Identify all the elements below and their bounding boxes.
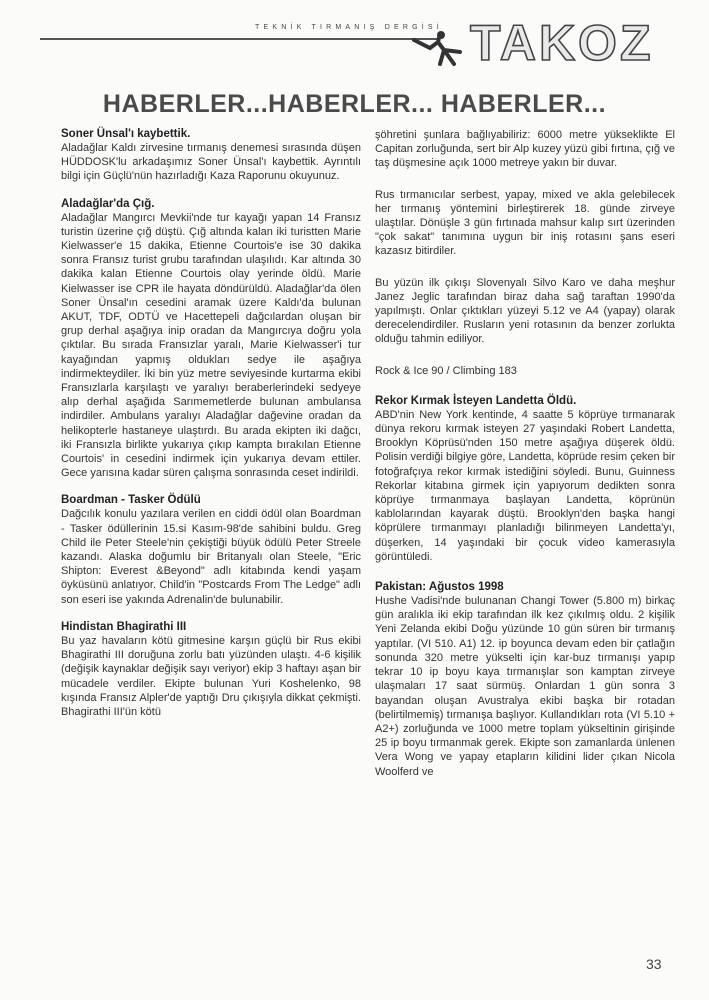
page-number: 33 (646, 956, 662, 972)
article-title: Aladağlar'da Çığ. (61, 197, 155, 210)
news-article (61, 494, 361, 606)
article-body: Dağcılık konulu yazılara verilen en ciddi ödül olan Boardman - Tasker ödüllerinin 15.si Kasım-98'de sahibini buldu. Greg Child ile Peter Steele'nin çekiştiği büyük ödülü Peter Streele kazandı. Alaska doğumlu bir Britanyalı olan Steele, "Eric Shipton: Everest &Beyond" adlı kitabında kendi yaşam öyküsünü anlatıyor. Child'in "Postcards From The Ledge" adlı son eseri ise yakında Adrenalin'de bulunabilir. (61, 508, 361, 606)
news-article (375, 581, 675, 779)
article-body: Aladağlar Kaldı zirvesine tırmanış denemesi sırasında düşen HÜDDOSK'lu arkadaşımız Soner Ünsal'ı kaybettik. Ayrıntılı bilgi için Güçlü'nün hazırladığı Kaza Raporunu okuyunuz. (61, 142, 361, 183)
climber-icon (410, 30, 468, 70)
article-body: Bu yaz havaların kötü gitmesine karşın güçlü bir Rus ekibi Bhagirathi III doruğuna zorlu batı yüzünden ulaştı. 4-6 kişilik (değişik kaynaklar değişik sayı veriyor) ekip 3 haftayı aşan bir mücadele verdiler. Ekipte bulunan Yuri Koshelenko, 98 kışında Fransız Alpler'de yaptığı Dru çıkışıyla dikkat çekmişti. Bhagirathi III'ün kötü (61, 634, 361, 718)
news-article-continued (375, 276, 675, 347)
source-citation: Rock & Ice 90 / Climbing 183 (375, 364, 517, 377)
article-body: şöhretini şunlara bağlıyabiliriz: 6000 metre yükseklikte El Capitan zorluğunda, sert bir Alp kuzey yüzü gibi fırtına, çığ ve taş düşmesine açık 1000 metreye yakın bir duvar. (375, 129, 675, 170)
news-article-continued (375, 128, 675, 171)
masthead (0, 14, 709, 74)
article-title: Hindistan Bhagirathi III (61, 620, 187, 633)
news-article (375, 395, 675, 564)
left-column (61, 128, 361, 733)
masthead-rule (40, 38, 440, 40)
news-article (61, 621, 361, 719)
article-body: ABD'nin New York kentinde, 4 saatte 5 köprüye tırmanarak dünya rekoru kırmak isteyen 27 yaşındaki Robert Landetta, Brooklyn Köprüsü'nden 150 metre aşağıya düşerek öldü. Polisin verdiği bilgiye göre, Landetta, köprüde resim çeken bir fotoğrafçıya rekor kırmak istediğini söyledi. Bunu, Guinness Rekorlar kitabına girmek için yapıyorum dedikten sonra köprüye tırmanmaya başlayan Landetta, köprünün kablolarından kayarak düştü. Brooklyn'den başka hangi köprülere tırmanmayı planladığı bilinmeyen Landetta'yı, düşerken, 14 yaşındaki bir çocuk video kamerasıyla görüntüledi. (375, 408, 675, 563)
article-body: Hushe Vadisi'nde bulunanan Changi Tower (5.800 m) birkaç gün aralıkla iki ekip tarafından ilk kez çıkılmış oldu. 2 kişilik Yeni Zelanda ekibi Doğu yüzünde 10 gün süren bir tırmanış yaptılar. (VI 510. A1) 12. ip boyunca devam eden bir çatlağın sonunda 320 metre yükselti için kar-buz tırmanışı yapıp tekrar 10 ip boyu kaya tırmanışlar son kamptan zirveye ulaşmaları 17 saat sürmüş. Onlardan 1 gün sonra 3 bayandan oluşan Avustralya ekibi başka bir rotadan (belirtilmemiş) tırmanışa başlıyor. Kullandıkları rota (VI 5.10 + A2+) zorluğunda ve 1000 metre toplam yükseltinin girişinde 25 ip boyu tırmanmak gerek. Ekipte son zamanlarda ünlenen Vera Wong ve yapay etapların kilidini lider çıkan Nicola Woolferd ve (375, 595, 675, 778)
article-title: Rekor Kırmak İsteyen Landetta Öldü. (375, 394, 577, 407)
article-source (375, 364, 675, 378)
news-article (61, 128, 361, 184)
magazine-tagline: TEKNİK TIRMANIŞ DERGİSİ (255, 24, 443, 31)
article-title: Boardman - Tasker Ödülü (61, 494, 201, 507)
news-article-continued (375, 188, 675, 259)
article-title: Soner Ünsal'ı kaybettik. (61, 128, 191, 140)
article-title: Pakistan: Ağustos 1998 (375, 581, 504, 594)
magazine-logo: TAKOZ (470, 15, 654, 71)
news-article (61, 198, 361, 481)
right-column (375, 128, 675, 796)
article-body: Aladağlar Mangırcı Mevkii'nde tur kayağı yapan 14 Fransız turistin üzerine çığ düştü. Çığ altında kalan iki turistten Marie Kielwasser'e 15 dakika, Etienne Courtois'e ise 30 dakika sonra Fransız turist grubu tarafından ulaşılıdı. Kar altında 30 dakika kalan Etienne Courtois olay yerinde öldü. Marie Kielwasser ise CPR ile hayata döndürüldü. Aladağlar'da ölen Soner Ünsal'ın cesedini aramak üzere Kaldı'da bulunan AKUT, TDF, ODTÜ ve Hacettepeli dağcılardan oluşan bir grup derhal aşağıya inip oradan da Mangırcıya doğru yola çıktılar. Bu sırada Fransızlar yaralı, Marie Kielwasser'i tur kayağından yapmış oldukları sedye ile aşağıya indirmekteydiler. İki bin yüz metre seviyesinde kurtarma ekibi Fransızlarla karşılaştı ve yaralıyı beraberlerindeki sedyeye alıp derhal aşağıda Sarımemetlerde bulunan ambulansa indirdiler. Ambulans yaralıyı Aladağlar dağevine oradan da helikopterle hastaneye ulaştırdı. Bu arada ekipten iki dağcı, iki Fransızla birlikte yukarıya çıkıp kampta bırakılan Etienne Courtois' in cesedini indirmek için yukarıya devam ettiler. Gece yarısına kadar süren çalışma sonrasında ceset indirildi. (61, 211, 361, 480)
article-body: Rus tırmanıcılar serbest, yapay, mixed ve akla gelebilecek her tırmanış yöntemini birleştirerek 18. günde zirveye ulaştılar. Dönüşle 3 gün fırtınada mahsur kalıp sırt üzerinden "çok sakat" tanımına uygun bir iniş rotasını şans eseri kazasız bitirdiler. (375, 188, 675, 258)
article-body: Bu yüzün ilk çıkışı Slovenyalı Silvo Karo ve daha meşhur Janez Jeglic tarafından biraz daha sağ taraftan 1990'da yapılmıştı. Onlar çıktıkları yüzeyi 5.12 ve A4 (yapay) olarak derecelendirdiler. Rusların yeni rotasının da benzer zorlukta olduğu tahmin ediliyor. (375, 276, 675, 346)
page-headline: HABERLER...HABERLER... HABERLER... (102, 90, 607, 118)
